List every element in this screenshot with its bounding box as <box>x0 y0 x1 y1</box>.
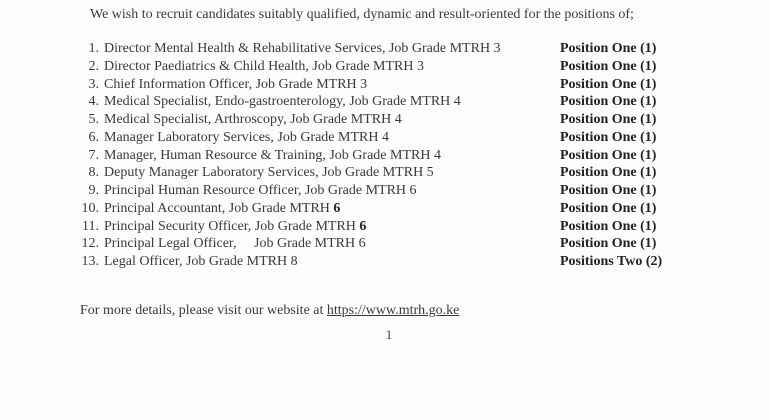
position-row <box>80 111 760 129</box>
position-title <box>104 164 434 182</box>
position-title <box>104 93 461 111</box>
position-title <box>104 182 417 200</box>
position-number: 3. <box>88 76 99 92</box>
position-number: 10. <box>81 200 99 216</box>
position-title <box>104 40 501 58</box>
position-title-text: Legal Officer, Job Grade MTRH 8 <box>104 254 298 269</box>
position-row <box>80 147 760 165</box>
position-row <box>80 218 760 236</box>
position-number: 2. <box>88 58 99 74</box>
position-row <box>80 129 760 147</box>
position-number: 5. <box>88 112 99 127</box>
footer-text <box>80 301 459 320</box>
position-title-text: Medical Specialist, Arthroscopy, Job Grade MTRH 4 <box>104 112 402 127</box>
position-number: 9. <box>88 183 99 198</box>
position-title-text: Principal Legal Officer, Job Grade MTRH 6 <box>104 236 366 252</box>
positions-list <box>80 40 760 271</box>
position-number: 13. <box>81 254 99 269</box>
position-number: 6. <box>88 129 99 145</box>
position-row <box>80 253 760 271</box>
position-title-text: Director Paediatrics & Child Health, Job Grade MTRH 3 <box>104 58 424 74</box>
position-title-bold: 6 <box>359 218 367 234</box>
position-title-text: Director Mental Health & Rehabilitative Services, Job Grade MTRH 3 <box>104 41 501 56</box>
position-count: Position One (1) <box>560 236 657 252</box>
position-number: 11. <box>82 218 99 234</box>
position-row <box>80 164 760 182</box>
position-row <box>80 200 760 218</box>
position-title-text: Principal Human Resource Officer, Job Grade MTRH 6 <box>104 183 417 198</box>
position-title <box>104 111 402 129</box>
position-count: Position One (1) <box>560 94 657 110</box>
position-title <box>104 200 340 218</box>
position-count: Position One (1) <box>560 76 657 92</box>
footer-prefix: For more details, please visit our website at <box>80 303 327 318</box>
position-number: 12. <box>81 236 99 252</box>
position-title-text: Principal Accountant, Job Grade MTRH <box>104 200 334 216</box>
position-title <box>104 218 366 236</box>
position-row <box>80 58 760 76</box>
position-count: Position One (1) <box>560 112 657 127</box>
position-count: Position One (1) <box>560 41 657 56</box>
position-title-text: Chief Information Officer, Job Grade MTRH 3 <box>104 76 368 92</box>
position-title-text: Deputy Manager Laboratory Services, Job Grade MTRH 5 <box>104 165 434 181</box>
position-row <box>80 235 760 253</box>
position-count: Position One (1) <box>560 147 657 163</box>
position-count: Positions Two (2) <box>560 254 663 269</box>
position-title <box>104 129 389 147</box>
position-title-bold: 6 <box>333 200 341 216</box>
position-row <box>80 76 760 94</box>
position-number: 1. <box>88 41 99 56</box>
position-count: Position One (1) <box>560 200 657 216</box>
position-title <box>104 58 424 76</box>
position-count: Position One (1) <box>560 58 657 74</box>
website-link[interactable]: https://www.mtrh.go.ke <box>326 303 460 318</box>
position-row <box>80 182 760 200</box>
position-title <box>104 235 366 253</box>
position-title <box>104 147 441 165</box>
position-count: Position One (1) <box>560 218 657 234</box>
position-title-text: Principal Security Officer, Job Grade MTRH <box>104 218 360 234</box>
position-title <box>104 253 298 271</box>
position-title <box>104 76 367 94</box>
position-number: 4. <box>88 94 99 110</box>
position-number: 8. <box>88 165 99 181</box>
position-count: Position One (1) <box>560 183 657 198</box>
position-count: Position One (1) <box>560 165 657 181</box>
position-count: Position One (1) <box>560 129 657 145</box>
position-title-text: Manager Laboratory Services, Job Grade MTRH 4 <box>104 129 389 145</box>
position-row <box>80 93 760 111</box>
intro-text: We wish to recruit candidates suitably qualified, dynamic and result-oriented for the positions of; <box>90 7 634 22</box>
page-number: 1 <box>385 327 393 342</box>
position-title-text: Manager, Human Resource & Training, Job Grade MTRH 4 <box>104 147 441 163</box>
position-row <box>80 40 760 58</box>
position-title-text: Medical Specialist, Endo-gastroenterology, Job Grade MTRH 4 <box>104 94 461 110</box>
position-number: 7. <box>88 147 99 163</box>
